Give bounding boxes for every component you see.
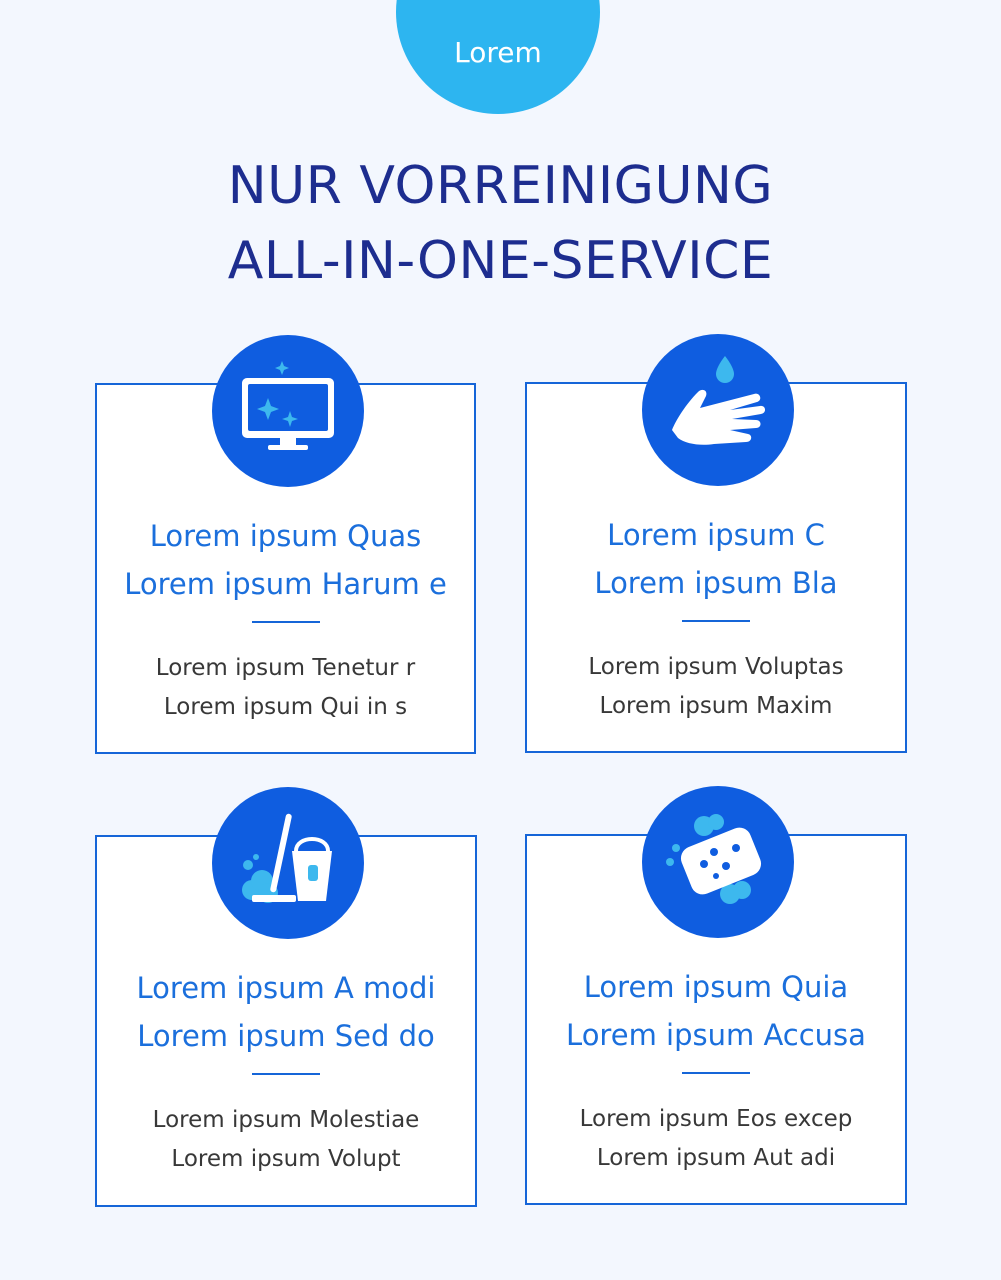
card-heading-line-2: Lorem ipsum Harum e [124,567,447,601]
card-heading [97,964,475,1060]
monitor-sparkle-icon [212,335,364,487]
service-card-3 [95,835,477,1207]
card-heading-line-2: Lorem ipsum Bla [594,566,838,600]
page-title-line-2: ALL-IN-ONE-SERVICE [227,231,774,291]
card-heading-line-2: Lorem ipsum Accusa [566,1018,866,1052]
card-text-line-1: Lorem ipsum Tenetur r [155,655,416,681]
service-card-1 [95,383,476,754]
card-text [97,1101,475,1179]
card-heading-line-1: Lorem ipsum C [607,518,825,552]
page-title-line-1: NUR VORREINIGUNG [227,156,774,216]
card-text-line-1: Lorem ipsum Eos excep [579,1106,853,1132]
card-divider [682,620,750,622]
card-text-line-2: Lorem ipsum Qui in s [163,694,408,720]
sponge-foam-icon [642,786,794,938]
card-text-line-2: Lorem ipsum Maxim [599,693,833,719]
hand-water-drop-icon [642,334,794,486]
service-card-4 [525,834,907,1205]
card-divider [252,621,320,623]
card-heading-line-2: Lorem ipsum Sed do [137,1019,435,1053]
card-text [527,1100,905,1178]
mop-bucket-icon [212,787,364,939]
card-heading [97,512,474,608]
card-heading-line-1: Lorem ipsum A modi [136,971,436,1005]
card-divider [252,1073,320,1075]
card-text-line-2: Lorem ipsum Aut adi [596,1145,836,1171]
card-text [527,648,905,726]
card-text-line-1: Lorem ipsum Voluptas [588,654,844,680]
card-heading [527,511,905,607]
card-heading [527,963,905,1059]
card-divider [682,1072,750,1074]
card-heading-line-1: Lorem ipsum Quia [583,970,849,1004]
card-text-line-1: Lorem ipsum Molestiae [152,1107,420,1133]
card-heading-line-1: Lorem ipsum Quas [149,519,422,553]
card-text [97,649,474,727]
top-badge-label: Lorem [454,36,542,69]
service-card-2 [525,382,907,753]
card-text-line-2: Lorem ipsum Volupt [171,1146,401,1172]
